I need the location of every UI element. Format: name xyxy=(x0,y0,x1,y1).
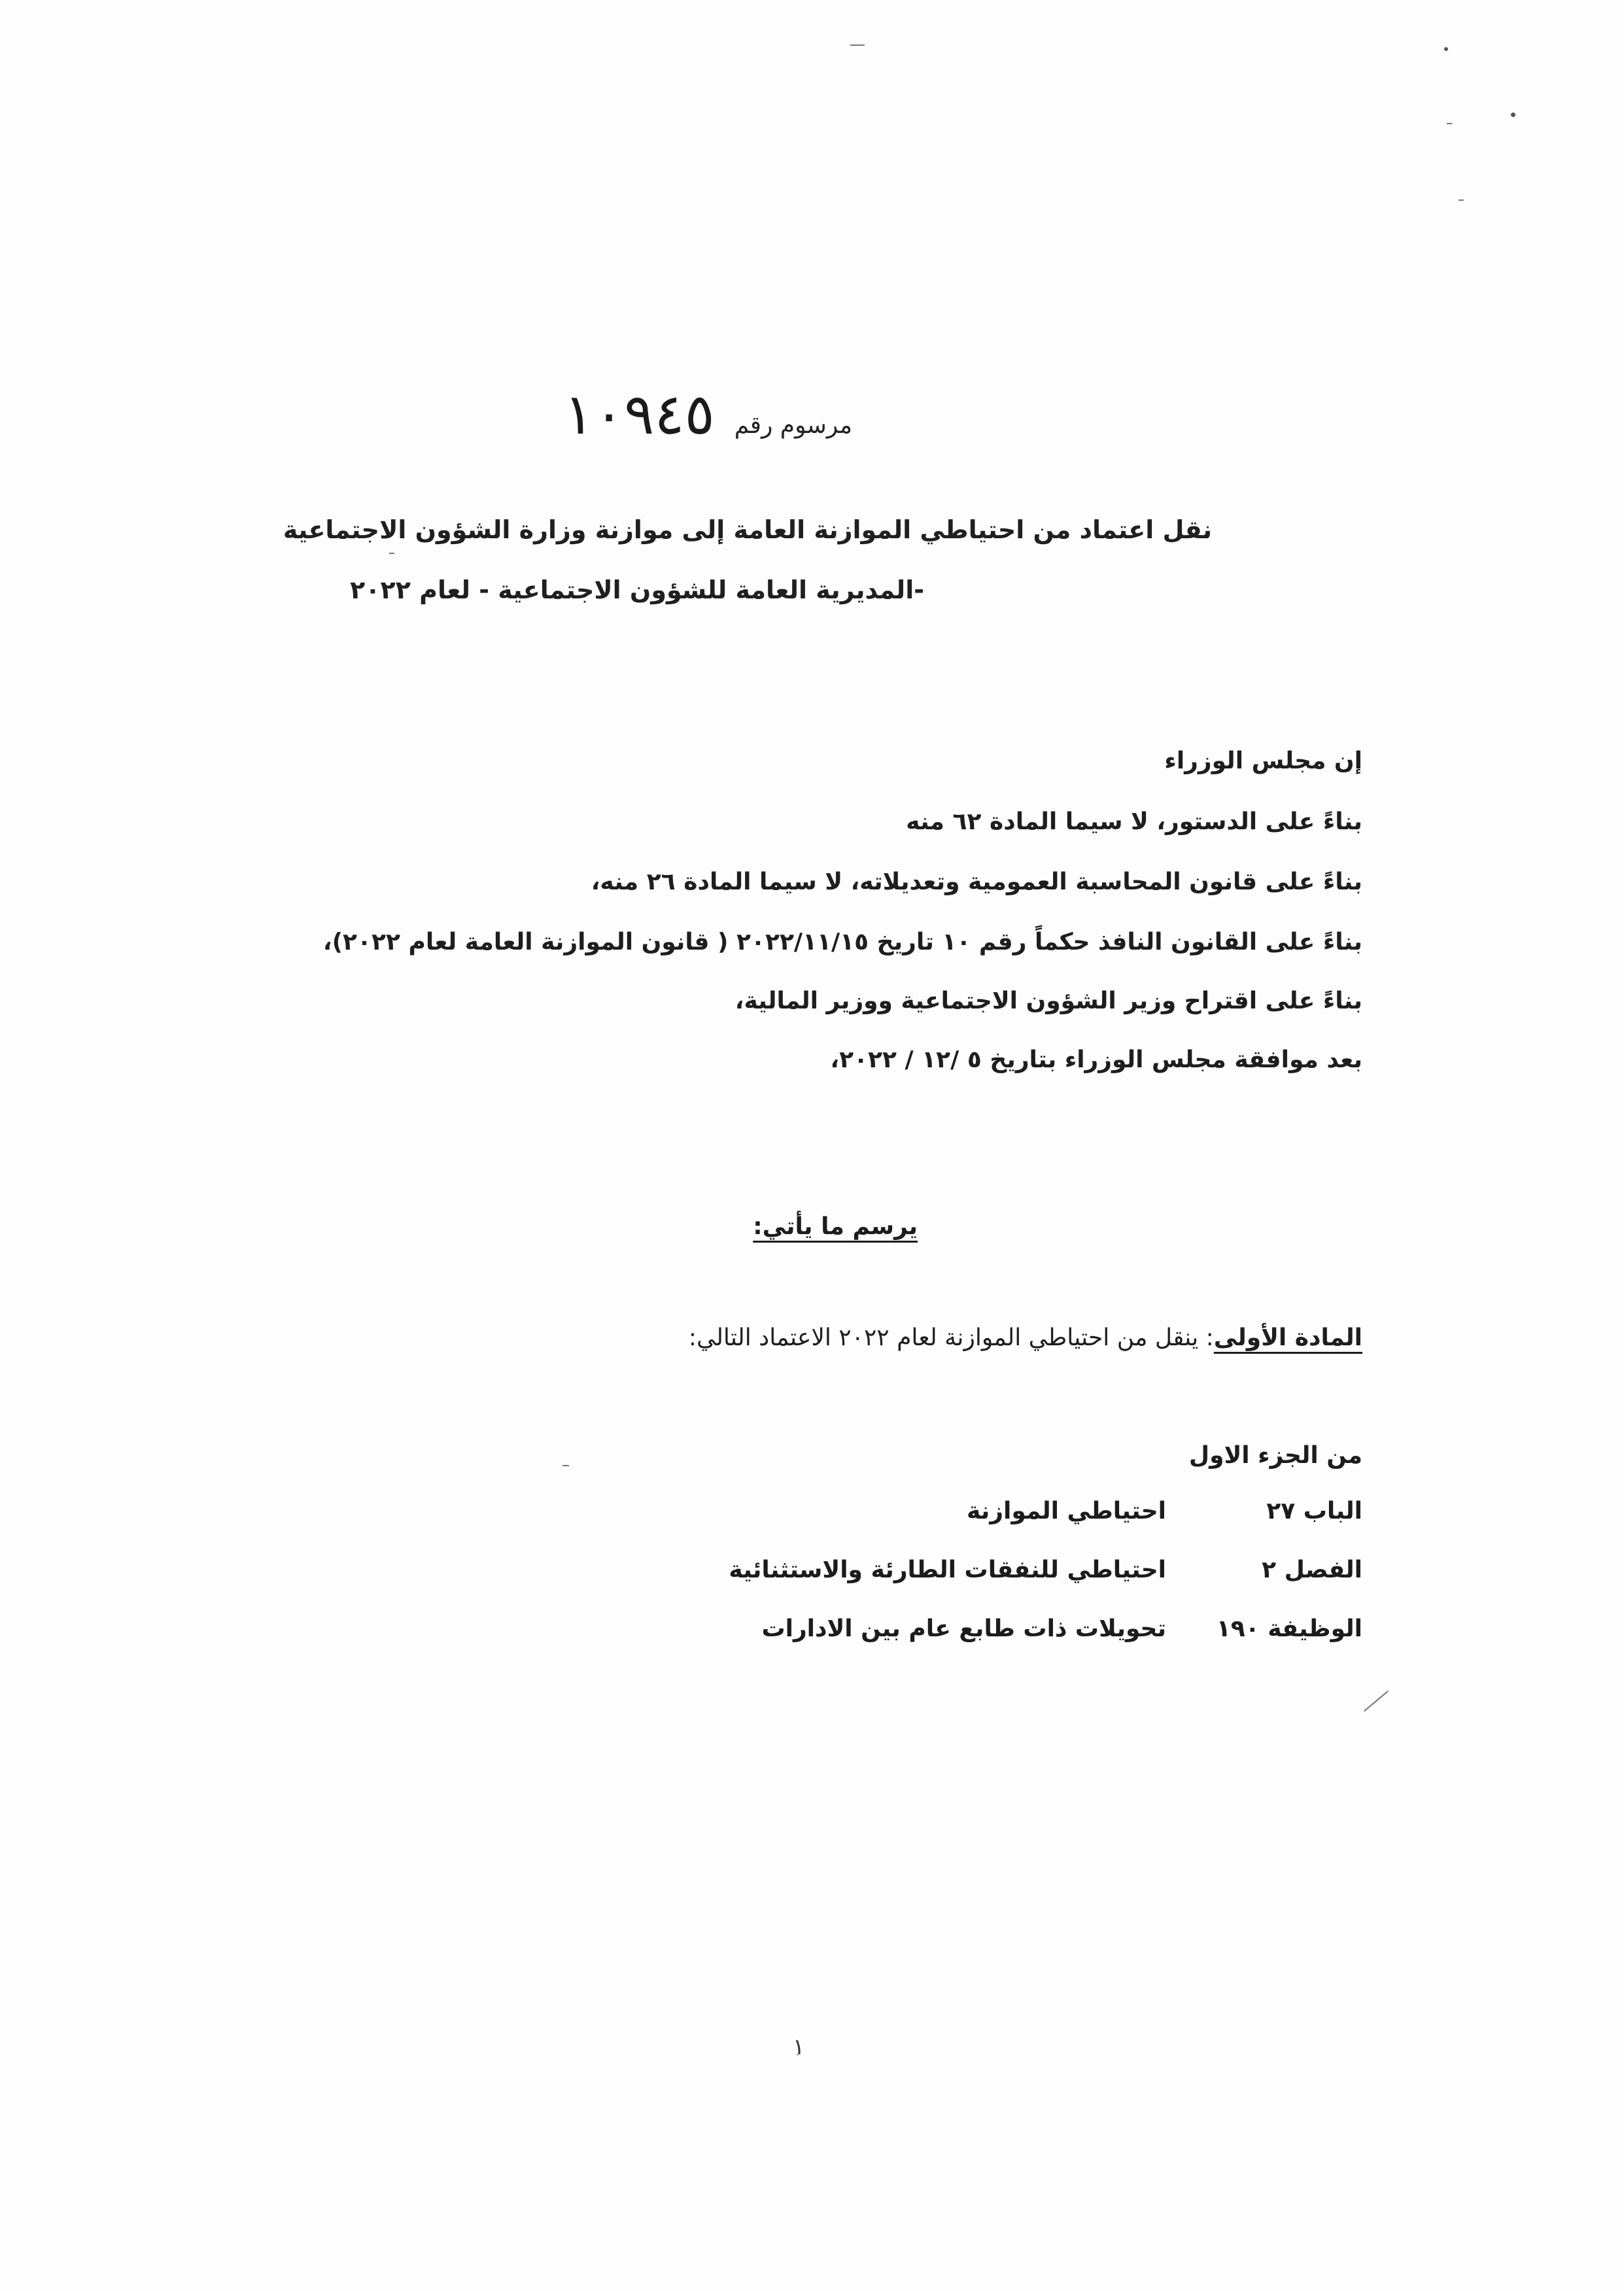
page-number: ١ xyxy=(793,2034,805,2060)
allocation-row-value: احتياطي للنفقات الطارئة والاستثنائية xyxy=(729,1557,1166,1583)
article-1 xyxy=(689,1324,1362,1351)
decrees-heading: يرسم ما يأتي: xyxy=(753,1213,918,1240)
document-title-line-1: نقل اعتماد من احتياطي الموازنة العامة إلى موازنة وزارة الشؤون الاجتماعية xyxy=(283,515,1212,544)
decree-number-line xyxy=(563,382,852,447)
allocation-row-label: الباب ٢٧ xyxy=(1266,1498,1362,1524)
preamble-accounting-law: بناءً على قانون المحاسبة العمومية وتعديلاته، لا سيما المادة ٢٦ منه، xyxy=(591,869,1362,895)
article-1-text: : ينقل من احتياطي الموازنة لعام ٢٠٢٢ الاعتماد التالي: xyxy=(688,1324,1214,1351)
council-heading: إن مجلس الوزراء xyxy=(1164,748,1362,774)
scan-speck xyxy=(1444,47,1448,51)
preamble-ministers-proposal: بناءً على اقتراح وزير الشؤون الاجتماعية ووزير المالية، xyxy=(734,988,1362,1014)
article-1-label: المادة الأولى xyxy=(1213,1324,1362,1351)
allocation-row-label: الفصل ٢ xyxy=(1262,1557,1362,1583)
preamble-constitution: بناءً على الدستور، لا سيما المادة ٦٢ منه xyxy=(906,808,1362,835)
scan-mark xyxy=(850,44,865,46)
preamble-budget-law: بناءً على القانون النافذ حكماً رقم ١٠ تاريخ ٢٠٢٢/١١/١٥ ( قانون الموازنة العامة لعام ٢٠٢٢)، xyxy=(322,929,1362,956)
scan-mark xyxy=(1364,1691,1389,1712)
scan-mark xyxy=(389,553,394,554)
scan-mark xyxy=(562,1465,569,1466)
allocation-row-value: احتياطي الموازنة xyxy=(966,1498,1166,1524)
scan-speck xyxy=(1511,112,1515,117)
allocation-row-label: الوظيفة ١٩٠ xyxy=(1216,1615,1362,1642)
decree-label: مرسوم رقم xyxy=(734,412,852,439)
scan-mark xyxy=(1459,199,1464,201)
allocation-part: من الجزء الاول xyxy=(1188,1442,1362,1469)
allocation-row-value: تحويلات ذات طابع عام بين الادارات xyxy=(761,1615,1166,1642)
document-title-line-2: -المديرية العامة للشؤون الاجتماعية - لعام ٢٠٢٢ xyxy=(350,576,924,604)
preamble-council-approval: بعد موافقة مجلس الوزراء بتاريخ ٥ /١٢ / ٢٠٢٢، xyxy=(830,1046,1362,1073)
scan-mark xyxy=(1447,123,1452,124)
decree-number: ١٠٩٤٥ xyxy=(563,382,715,447)
